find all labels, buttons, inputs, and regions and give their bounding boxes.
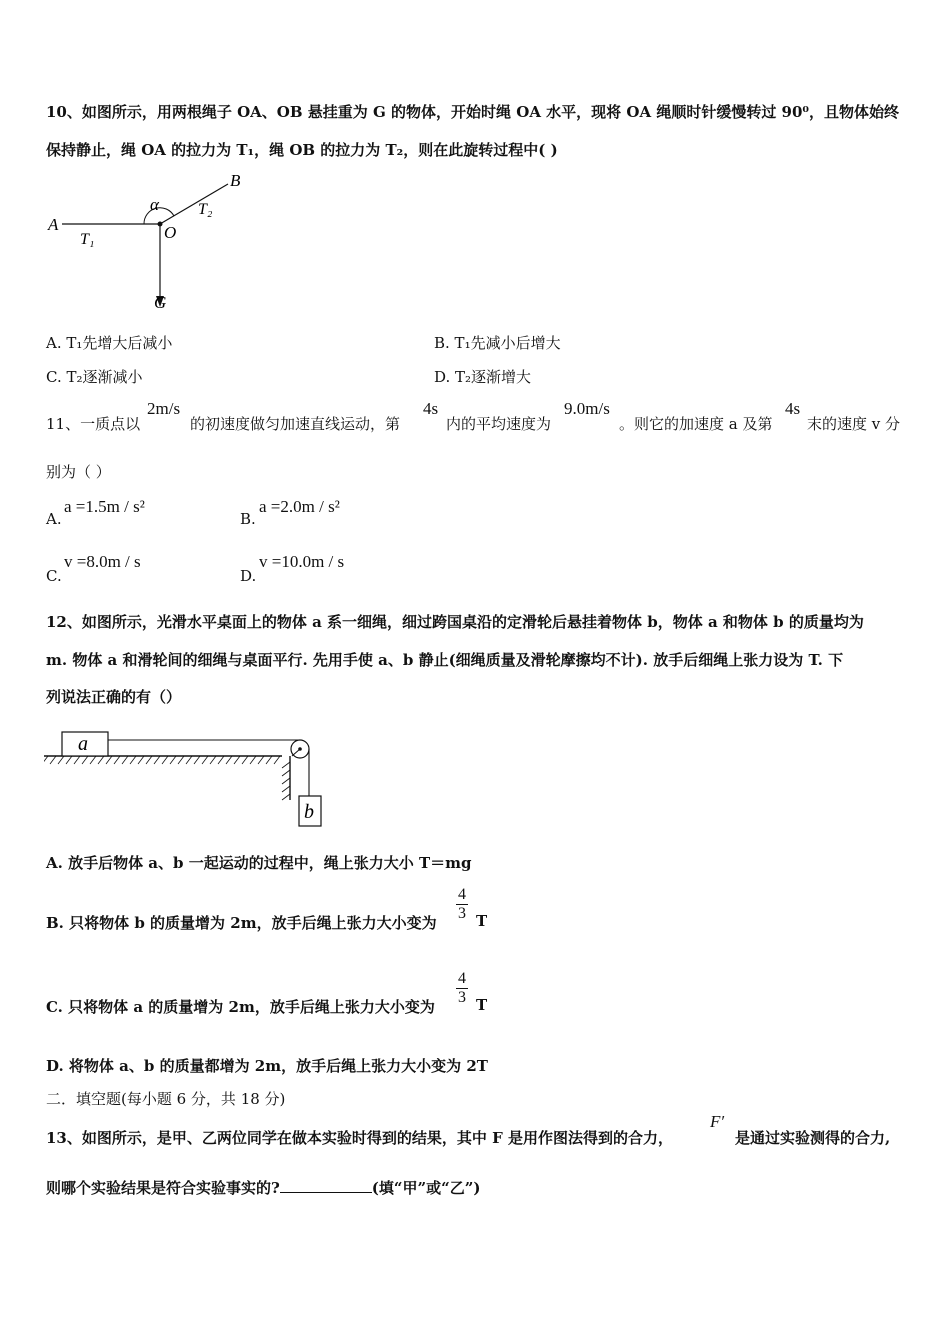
q11-text-2: 的初速度做匀加速直线运动，第 bbox=[190, 415, 401, 433]
fraction-denominator: 3 bbox=[458, 989, 466, 1006]
q12-option-c-text: C. 只将物体 a 的质量增为 2m，放手后绳上张力大小变为 bbox=[46, 998, 435, 1016]
q13-question: 则哪个实验结果是符合实验事实的? bbox=[46, 1179, 280, 1197]
q12-option-a: A. 放手后物体 a、b 一起运动的过程中，绳上张力大小 T＝mg bbox=[46, 854, 472, 872]
q10-option-b: B. T₁先减小后增大 bbox=[434, 334, 561, 352]
q12-option-c-unit: T bbox=[476, 996, 488, 1014]
q11-option-b: a =2.0m / s² bbox=[259, 497, 340, 516]
q12-block-b-label: b bbox=[304, 801, 314, 823]
q11-option-a-label: A. bbox=[46, 510, 62, 528]
q10-figure bbox=[40, 168, 250, 316]
q13-answer-blank[interactable] bbox=[280, 1178, 372, 1193]
q12-block-a-label: a bbox=[78, 733, 88, 755]
q12-line3: 列说法正确的有（） bbox=[46, 688, 182, 706]
fraction-numerator: 4 bbox=[458, 970, 466, 987]
q11-option-d-label: D. bbox=[240, 567, 257, 585]
q12-option-d: D. 将物体 a、b 的质量都增为 2m，放手后绳上张力大小变为 2T bbox=[46, 1057, 488, 1075]
q11-option-b-label: B. bbox=[240, 510, 256, 528]
q10-option-d: D. T₂逐渐增大 bbox=[434, 368, 532, 386]
q11-text-1: 11、一质点以 bbox=[46, 415, 141, 433]
q11-initial-velocity: 2m/s bbox=[147, 399, 181, 418]
q10-label-T1: T₁ bbox=[80, 231, 95, 248]
q12-option-b-unit: T bbox=[476, 912, 488, 930]
q10-label-T2: T₂ bbox=[198, 201, 213, 218]
q13-f-prime: F′ bbox=[710, 1112, 725, 1131]
q13-line2 bbox=[46, 1177, 481, 1198]
fraction-denominator: 3 bbox=[458, 905, 466, 922]
q11-average-velocity: 9.0m/s bbox=[564, 399, 610, 418]
q10-line2: 保持静止，绳 OA 的拉力为 T₁，绳 OB 的拉力为 T₂，则在此旋转过程中( ) bbox=[46, 141, 558, 159]
q10-label-alpha: α bbox=[150, 195, 159, 214]
q10-label-A: A bbox=[48, 215, 59, 234]
q12-option-b-fraction bbox=[456, 886, 468, 923]
q10-line1: 10、如图所示，用两根绳子 OA、OB 悬挂重为 G 的物体，开始时绳 OA 水平，现将 OA 绳顺时针缓慢转过 90⁰，且物体始终 bbox=[46, 103, 899, 121]
q10-label-B: B bbox=[230, 171, 241, 190]
q10-label-O: O bbox=[164, 223, 177, 242]
q11-option-c-label: C. bbox=[46, 567, 62, 585]
q13-text-2: 是通过实验测得的合力, bbox=[735, 1129, 891, 1147]
q13-hint: (填“甲”或“乙”) bbox=[371, 1179, 481, 1197]
q11-text-5: 末的速度 v 分 bbox=[807, 415, 901, 433]
q12-line2: m. 物体 a 和滑轮间的细绳与桌面平行. 先用手使 a、b 静止(细绳质量及滑轮摩擦均不计). 放手后细绳上张力设为 T. 下 bbox=[46, 651, 844, 669]
section-heading: 二．填空题(每小题 6 分，共 18 分) bbox=[46, 1090, 286, 1108]
q11-option-d: v =10.0m / s bbox=[259, 552, 345, 571]
fraction-numerator: 4 bbox=[458, 886, 466, 903]
q10-label-G: G bbox=[154, 293, 167, 312]
q12-line1: 12、如图所示，光滑水平桌面上的物体 a 系一细绳，细过跨国桌沿的定滑轮后悬挂着物体 b，物体 a 和物体 b 的质量均为 bbox=[46, 613, 864, 631]
q12-option-c-fraction bbox=[456, 970, 468, 1007]
q11-option-c: v =8.0m / s bbox=[64, 552, 141, 571]
q12-option-b-text: B. 只将物体 b 的质量增为 2m，放手后绳上张力大小变为 bbox=[46, 914, 437, 932]
q11-line2: 别为（ ） bbox=[46, 463, 111, 481]
q13-text-1: 13、如图所示，是甲、乙两位同学在做本实验时得到的结果，其中 F 是用作图法得到的合力， bbox=[46, 1129, 673, 1147]
q12-figure bbox=[44, 726, 324, 830]
q11-text-4: 。则它的加速度 a 及第 bbox=[619, 415, 773, 433]
q11-option-a: a =1.5m / s² bbox=[64, 497, 145, 516]
q11-text-3: 内的平均速度为 bbox=[446, 415, 552, 433]
q11-time-1: 4s bbox=[423, 399, 439, 418]
q11-time-2: 4s bbox=[785, 399, 801, 418]
q10-option-a: A. T₁先增大后减小 bbox=[46, 334, 173, 352]
q10-option-c: C. T₂逐渐减小 bbox=[46, 368, 143, 386]
